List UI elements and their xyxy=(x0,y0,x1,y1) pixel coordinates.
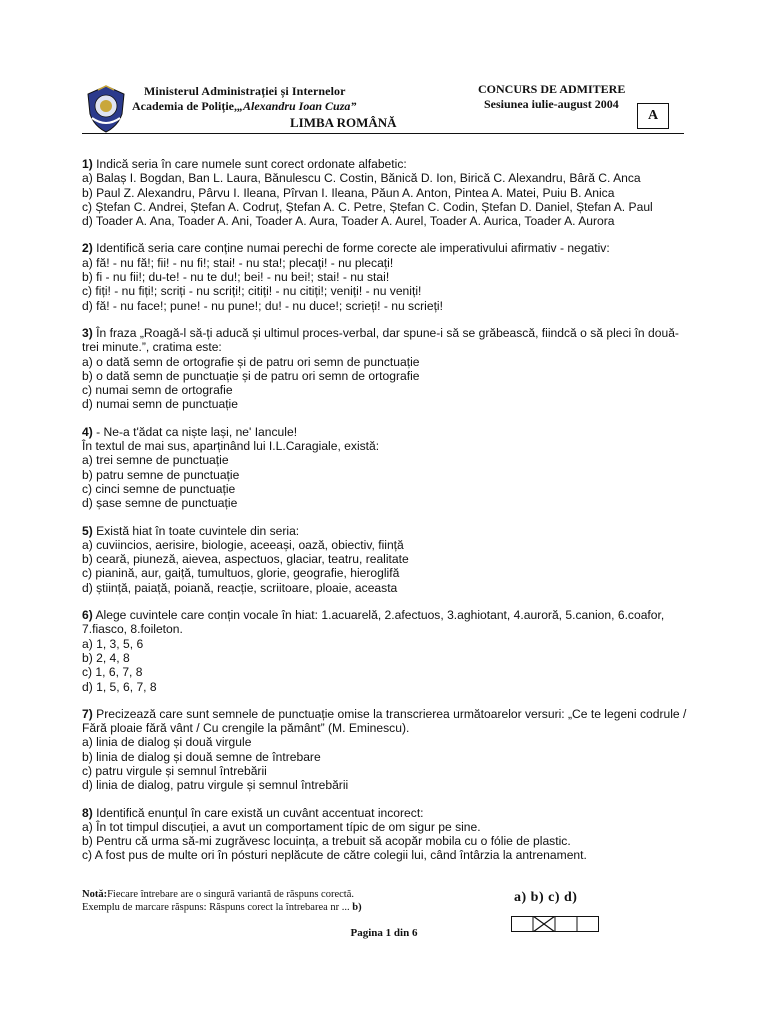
answer-option: b) linia de dialog și două semne de întrebare xyxy=(82,749,321,764)
note-text: Fiecare întrebare are o singură variantă de răspuns corectă. xyxy=(107,889,354,900)
question-5 xyxy=(82,524,688,595)
answer-option: b) patru semne de punctuație xyxy=(82,467,240,482)
academy-prefix: Academia de Poliție xyxy=(132,99,234,113)
question-number: 6) xyxy=(82,608,93,623)
answer-option: d) Toader A. Ana, Toader A. Ani, Toader A. Aura, Toader A. Aurel, Toader A. Aurica, Toader A. Aurora xyxy=(82,214,615,229)
question-2 xyxy=(82,241,688,312)
answer-option: c) cinci semne de punctuație xyxy=(82,481,236,496)
question-prompt: Identifică seria care conține numai perechi de forme corecte ale imperativului afirmativ - negativ: xyxy=(96,241,610,256)
question-prompt: Indică seria în care numele sunt corect ordonate alfabetic: xyxy=(96,157,407,171)
answer-option: a) cuviincios, aerisire, biologie, aceeași, oază, obiectiv, ființă xyxy=(82,537,404,552)
question-prompt: Precizează care sunt semnele de punctuație omise la transcrierea următoarelor versuri: „Ce te legeni codrule / Fără ploaie fără vânt / Cu crengile la pământ” (M. Eminescu). xyxy=(82,706,687,736)
subject-title: LIMBA ROMÂNĂ xyxy=(290,115,397,130)
question-3 xyxy=(82,326,688,412)
note-label: Notă: xyxy=(82,889,108,900)
example-text: Exemplu de marcare răspuns: Răspuns corect la întrebarea nr ... xyxy=(82,902,350,913)
answer-option: d) fă! - nu face!; pune! - nu pune!; du! - nu duce!; scrieți! - nu scrieți! xyxy=(82,298,443,313)
question-number: 4) xyxy=(82,424,93,439)
question-text xyxy=(82,326,688,355)
contest-title: CONCURS DE ADMITERE xyxy=(478,82,626,96)
answer-option: d) linia de dialog, patru virgule și semnul întrebării xyxy=(82,778,349,793)
question-subtext: În textul de mai sus, aparținând lui I.L.Caragiale, există: xyxy=(82,439,380,454)
question-6 xyxy=(82,608,688,694)
question-number: 1) xyxy=(82,157,93,171)
question-number: 2) xyxy=(82,241,93,256)
footer-note xyxy=(82,888,354,901)
question-text xyxy=(82,608,688,637)
answer-option: b) Paul Z. Alexandru, Pârvu I. Ileana, Pîrvan I. Ileana, Păun A. Anton, Pintea A. Matei, Puiu B. Anica xyxy=(82,185,615,200)
header-divider xyxy=(82,133,684,134)
answer-option: b) fi - nu fii!; du-te! - nu te du!; bei! - nu bei!; stai! - nu stai! xyxy=(82,270,390,285)
variant-box: A xyxy=(637,103,669,129)
session-label: Sesiunea iulie-august 2004 xyxy=(484,97,619,111)
question-number: 5) xyxy=(82,523,93,538)
question-text xyxy=(82,241,688,255)
answer-example xyxy=(82,902,362,913)
page-number: Pagina 1 din 6 xyxy=(350,927,418,939)
answer-option: b) ceară, piuneză, aievea, aspectuos, glaciar, teatru, realitate xyxy=(82,552,409,567)
answer-option: c) pianină, aur, gaiță, tumultuos, glorie, geografie, hieroglifă xyxy=(82,566,400,581)
question-quote: - Ne-a t'ădat ca niște lași, ne' Iancule! xyxy=(96,424,298,439)
question-prompt: Alege cuvintele care conțin vocale în hiat: 1.acuarelă, 2.afectuos, 3.aghiotant, 4.auroră, 5.canion, 6.coafor, 7.fiasco, 8.foileton. xyxy=(82,608,665,637)
answer-option: c) Ștefan C. Andrei, Ștefan A. Codruț, Ștefan A. C. Petre, Ștefan C. Codin, Ștefan D. Daniel, Ștefan A. Paul xyxy=(82,199,653,214)
academy-italic-name: „Alexandru Ioan Cuza” xyxy=(236,99,357,113)
academy-name: Academia de Poliție,„Alexandru Ioan Cuza” xyxy=(132,99,357,113)
question-number: 7) xyxy=(82,706,93,721)
question-text xyxy=(82,707,688,736)
answer-option: d) numai semn de punctuație xyxy=(82,397,238,412)
question-prompt: Există hiat în toate cuvintele din seria: xyxy=(96,523,300,538)
question-number: 3) xyxy=(82,325,93,340)
answer-option: b) Pentru că urma să-mi zugrăvesc locuința, a trebuit să acopăr mobila cu o fólie de plastic. xyxy=(82,834,571,849)
answer-option: c) fiți! - nu fiți!; scriți - nu scriți!; citiți! - nu citiți!; veniți! - nu veniți! xyxy=(82,284,422,299)
answer-grid-letters: a) b) c) d) xyxy=(514,890,578,905)
answer-option: a) 1, 3, 5, 6 xyxy=(82,636,144,651)
question-prompt: În fraza „Roagă-l să-ți aducă și ultimul proces-verbal, dar spune-i să se grăbească, fiindcă o să pleci în două-trei minute.”, cratima este: xyxy=(82,325,679,355)
question-text xyxy=(82,157,688,171)
answer-option: b) 2, 4, 8 xyxy=(82,650,130,665)
question-text xyxy=(82,425,688,439)
question-7 xyxy=(82,707,688,793)
answer-option: a) linia de dialog și două virgule xyxy=(82,735,252,750)
answer-option: d) șase semne de punctuație xyxy=(82,496,238,511)
answer-option: a) Balaș I. Bogdan, Ban L. Laura, Bănulescu C. Costin, Bănică D. Ion, Birică C. Alexandru, Bâră C. Anca xyxy=(82,171,641,186)
question-1 xyxy=(82,157,688,228)
question-text xyxy=(82,806,688,820)
question-list xyxy=(82,157,688,876)
answer-option: c) numai semn de ortografie xyxy=(82,383,233,398)
answer-option: a) o dată semn de ortografie și de patru ori semn de punctuație xyxy=(82,354,420,369)
question-8 xyxy=(82,806,688,863)
answer-option: b) o dată semn de punctuație și de patru ori semn de ortografie xyxy=(82,368,420,383)
ministry-name: Ministerul Administrației și Internelor xyxy=(144,84,346,98)
question-text xyxy=(82,524,688,538)
answer-option: c) A fost pus de multe ori în pósturi neplăcute de către colegii lui, când întârzia la antrenament. xyxy=(82,848,587,863)
answer-option: a) fă! - nu fă!; fii! - nu fi!; stai! - nu sta!; plecați! - nu plecați! xyxy=(82,255,394,270)
answer-option: a) trei semne de punctuație xyxy=(82,453,229,468)
example-answer: b) xyxy=(352,902,362,913)
question-4 xyxy=(82,425,688,511)
police-academy-crest-icon xyxy=(84,84,128,134)
answer-option: c) 1, 6, 7, 8 xyxy=(82,665,143,680)
question-number: 8) xyxy=(82,805,93,820)
answer-option: d) 1, 5, 6, 7, 8 xyxy=(82,679,157,694)
answer-option: d) știință, paiață, poiană, reacție, scriitoare, ploaie, aceasta xyxy=(82,580,398,595)
answer-option: a) În tot timpul discuției, a avut un comportament típic de om sigur pe sine. xyxy=(82,819,481,834)
question-prompt: Identifică enunțul în care există un cuvânt accentuat incorect: xyxy=(96,805,424,820)
answer-option: c) patru virgule și semnul întrebării xyxy=(82,763,267,778)
page-header xyxy=(0,0,768,140)
